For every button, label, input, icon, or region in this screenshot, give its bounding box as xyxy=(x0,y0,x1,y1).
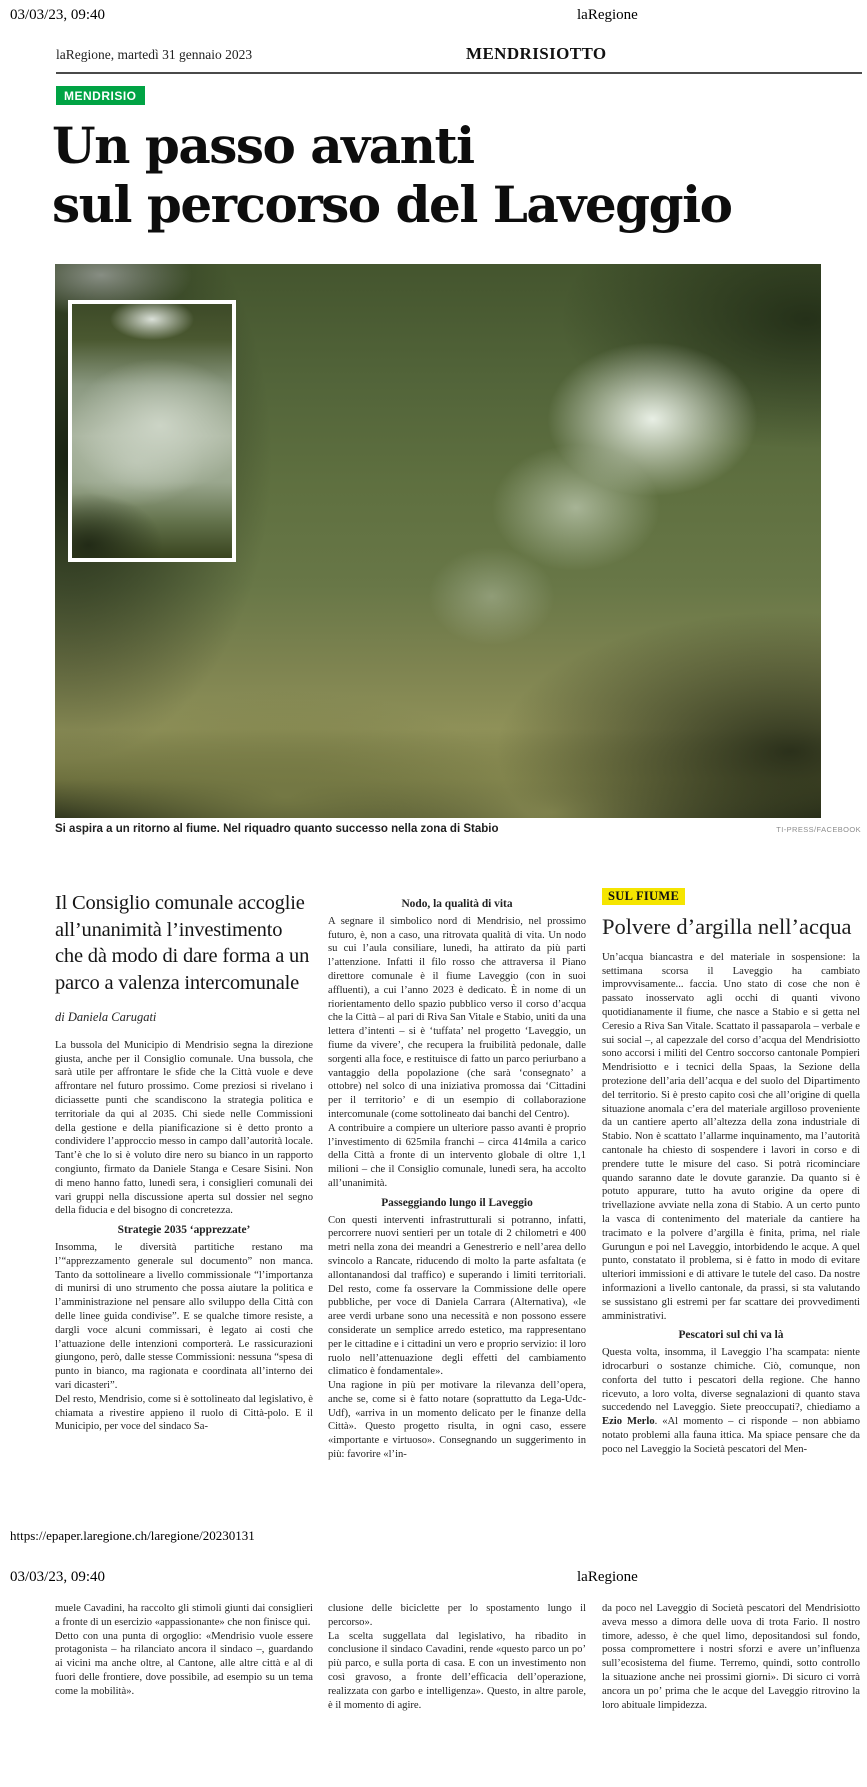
print-header-site-name: laRegione xyxy=(577,1569,638,1585)
sidebar-tag: SUL FIUME xyxy=(602,888,685,905)
headline-line-1: Un passo avanti xyxy=(52,116,474,175)
kicker-wrap xyxy=(56,86,145,105)
paragraph-text: Questa volta, insomma, il Laveggio l’ha scampata: niente idrocarburi o sostanze chimiche. Ciò, comunque, non conforta del tutto i pescatori della regione. Che hanno ricevuto, a loro volta, diverse segnalazioni di quanto stava succedendo nel Laveggio. Siete preoccupati?, chiediamo a xyxy=(602,1347,860,1414)
article-paragraph: A segnare il simbolico nord di Mendrisio, nel prossimo futuro, è, non a caso, una ritrovata qualità di vita. Un nodo su cui l’aula consiliare, lunedì, ha attirato da più parti l’attenzione. Infatti il filo rosso che attraversa il Piano direttore comunale è il fiume Laveggio (con in suoi affluenti), a cui l’anno 2023 è dedicato. È in nome di un riorientamento dello spazio pubblico verso il corso d’acqua che la Città – al pari di Riva San Vitale e Stabio, uniti da una lettera d’intenti – si è ‘tuffata’ nel progetto ‘Laveggio, un fiume da vivere’, che recupera la fruibilità pedonale, dalle sorgenti alla foce, e restituisce di fatto un parco periurbano a vantaggio della popolazione (che sarà ‘consegnato’ a ottobre) nel solco di una iniziativa promossa dai ‘Cittadini per il territorio’ e di un esempio di collaborazione intercomunale (come sottolineato dai banchi del Centro). xyxy=(328,915,586,1120)
article-paragraph: Detto con una punta di orgoglio: «Mendrisio vuole essere protagonista – ha rilanciato ancora il sindaco –, guardando ai vicini ma anche oltre, al Cantone, alle altre città e al di fuori delle frontiere, dove possibile, ad esempio su un tema come la mobilità». xyxy=(55,1630,313,1697)
article-paragraph: Del resto, Mendrisio, come si è sottolineato dal legislativo, è chiamata a rivestire appieno il ruolo di Città-polo. E il Municipio, per voce del sindaco Sa- xyxy=(55,1393,313,1433)
print-header-timestamp: 03/03/23, 09:40 xyxy=(10,7,106,23)
article-intro: Il Consiglio comunale accoglie all’unanimità l’investimento che dà modo di dare forma a un parco a valenza intercomunale xyxy=(55,892,310,994)
print-footer-url: https://epaper.laregione.ch/laregione/20230131 xyxy=(10,1528,255,1543)
section-subhead: Strategie 2035 ‘apprezzate’ xyxy=(117,1224,251,1237)
paragraph-text: . «Al momento – ci risponde – non abbiamo notato problemi alla fauna ittica. Ma spiace pensare che da poco nel Laveggio la Società pescatori del Men- xyxy=(602,1416,860,1455)
headline-line-2: sul percorso del Laveggio xyxy=(52,175,732,234)
sidebar-title: Polvere d’argilla nell’acqua xyxy=(602,913,852,939)
sidebar-column-continued xyxy=(602,1602,860,1785)
masthead-divider xyxy=(56,72,862,74)
masthead-edition-line: laRegione, martedì 31 gennaio 2023 xyxy=(56,47,253,62)
photo-caption: Si aspira a un ritorno al fiume. Nel riquadro quanto successo nella zona di Stabio xyxy=(55,823,499,835)
section-subhead: Passeggiando lungo il Laveggio xyxy=(381,1196,533,1209)
article-paragraph: La bussola del Municipio di Mendrisio segna la direzione giusta, anche per il Consiglio comunale. Una bussola, che sarà utile per affrontare le sfide che la Città vuole e deve affrontare nel futuro prossimo. Come preziosi si rivelano i diciassette punti che scandiscono la strategia politica e territoriale da qui al 2035. Chi siede nelle Commissioni della gestione e della pianificazione si è detto pronto a condividere l’approccio messo in campo dall’autorità locale. Tant’è che lo si è voluto dire nero su bianco in un rapporto congiunto, firmato da Daniele Stanga e Cesare Sisini. Non di meno hanno fatto, lunedì sera, i consiglieri comunali dei vari gruppi nella discussione aperta sul dossier nel segno della fiducia e del bisogno di concretezza. xyxy=(55,1039,313,1217)
masthead-section-title: MENDRISIOTTO xyxy=(466,44,607,63)
article-column-1-continued xyxy=(55,1602,313,1785)
section-subhead: Nodo, la qualità di vita xyxy=(401,898,513,910)
article-paragraph: A contribuire a compiere un ulteriore passo avanti è proprio l’investimento di 625mila franchi – circa 414mila a carico della Città a fronte di un intervento globale di oltre 1,1 milioni – che il Consiglio comunale, lunedì sera, ha accolto all’unanimità. xyxy=(328,1122,586,1189)
print-header-site-name: laRegione xyxy=(577,7,638,23)
article-byline: di Daniela Carugati xyxy=(55,1010,157,1024)
article-paragraph: clusione delle biciclette per lo spostamento lungo il percorso». xyxy=(328,1603,586,1628)
article-column-2-continued xyxy=(328,1602,586,1785)
photo-caption-row xyxy=(55,823,861,835)
article-column-1 xyxy=(55,862,313,1523)
inset-photo-turbid-water xyxy=(68,300,236,562)
article-paragraph: muele Cavadini, ha raccolto gli stimoli giunti dai consiglieri a fronte di un esercizio «appassionante» che non finisce qui. xyxy=(55,1603,313,1628)
article-paragraph: Con questi interventi infrastrutturali si potranno, infatti, percorrere nuovi sentieri per un totale di 2 chilometri e 400 metri nella zona dei meandri a Genestrerio e nell’area dello svincolo a Rancate, riducendo di molto la parte asfaltata (e allontanandosi dal traffico) e superando i limiti territoriali. Del resto, come fa osservare la Commissione delle opere pubbliche, per voce di Daniela Carrara (Alternativa), «le aree verdi urbane sono una necessità e non possono essere considerate un semplice arredo estetico, ma rappresentano per le cittadine e i cittadini un vero e proprio servizio: il loro ruolo nell’attenuazione degli effetti del cambiamento climatico è fondamentale». xyxy=(328,1214,586,1378)
article-paragraph: Insomma, le diversità partitiche restano ma l’“apprezzamento generale sul documento” non manca. Tanto da sottolineare a livello commissionale “l’importanza di munirsi di uno strumento che possa aiutare la politica e l’amministrazione nel pensare allo sviluppo della Città con delle linee guida condivise”. E se qualche timore resiste, a dargli voce alcuni commissari, è legato ai costi che l’attuazione delle intenzioni comporterà. Le rassicurazioni giungono, però, dalle stesse Commissioni: nessuna “spesa di punto in bianco, ma ragionata e coordinata all’interno dei vari dicasteri”. xyxy=(55,1241,313,1391)
section-subhead: Pescatori sul chi va là xyxy=(678,1329,784,1342)
article-paragraph: Un’acqua biancastra e del materiale in sospensione: la settimana scorsa il Laveggio ha cambiato improvvisamente... faccia. Uno stato di cose che non è passato inosservato agli occhi di quanti vivono quotidianamente il fiume, che nasce a Stabio e si getta nel Ceresio a Riva San Vitale. Scattato il passaparola – verbale e sui social –, al capezzale del corso d’acqua del Mendrisiotto sono accorsi i militi del Centro soccorso cantonale Pompieri Mendrisiotto e i tecnici della Spaas, la Sezione della protezione dell’aria dell’acqua e del suolo del Dipartimento del territorio. Si è presto capito così che all’origine di quella situazione anomala c’era del materiale argilloso proveniente da un cantiere aperto all’altezza della zona industriale di Stabio. Non è scattato l’allarme inquinamento, ma l’autorità cantonale ha chiesto di sospendere i lavori in corso e di prendere tutte le misure del caso. Si potrà ricominciare quando saranno date le dovute garanzie. Da quanto si è potuto appurare, tutto ha avuto origine da opere di trivellazione avviate nella zona di Stabio. A un certo punto la vasca di contenimento del materiale da cantiere ha tracimato e la polvere d’argilla è finita, prima, nel riale Gurungun e poi nel Laveggio, intorbidendo le acque. A quel punto, constatato il problema, si è fatto in modo di evitare ulteriori immissioni e di attivare le tutele del caso. Da nostre informazioni a livello cantonale, da prassi, si sta valutando se sussistano gli estremi per far scattare dei provvedimenti amministrativi. xyxy=(602,951,860,1322)
sidebar-column xyxy=(602,862,860,1523)
article-paragraph: La scelta suggellata dal legislativo, ha ribadito in conclusione il sindaco Cavadini, rende «questo parco un po’ più parco, e sulla porta di casa. E con un investimento non così gravoso, a fronte dell’efficacia dell’operazione, realizzata con garbo e intelligenza». Questo, in altre parole, è il momento di agire. xyxy=(328,1630,586,1711)
article-headline xyxy=(52,116,842,234)
article-paragraph: da poco nel Laveggio di Società pescatori del Mendrisiotto aveva messo a dimora delle uova di trota Fario. Il nostro timore, adesso, è che quel limo, depositandosi sul fondo, possa compromettere i nostri sforzi e avere un’influenza sull’ecosistema del fiume. Terremo, quindi, sotto controllo la situazione anche nei prossimi giorni». Di sicuro ci vorrà ancora un po’ prima che le acque del Laveggio ritrovino la loro abituale limpidezza. xyxy=(602,1603,860,1711)
article-paragraph: Una ragione in più per motivare la rilevanza dell’opera, anche se, come si è fatto notare (soprattutto da Lega-Udc-Udf), «arriva in un momento delicato per le finanze della Città». Questo progetto risulta, in ogni caso, essere «importante e virtuoso». Consegnando un suggerimento in più: favorire «l’in- xyxy=(328,1380,586,1461)
article-paragraph xyxy=(602,1346,860,1456)
print-header-timestamp: 03/03/23, 09:40 xyxy=(10,1569,106,1585)
photo-credit: TI-PRESS/FACEBOOK xyxy=(776,825,861,834)
hero-photo-river xyxy=(55,264,821,818)
interviewee-name: Ezio Merlo xyxy=(602,1416,655,1428)
article-column-2 xyxy=(328,862,586,1523)
kicker-badge: MENDRISIO xyxy=(56,86,145,105)
